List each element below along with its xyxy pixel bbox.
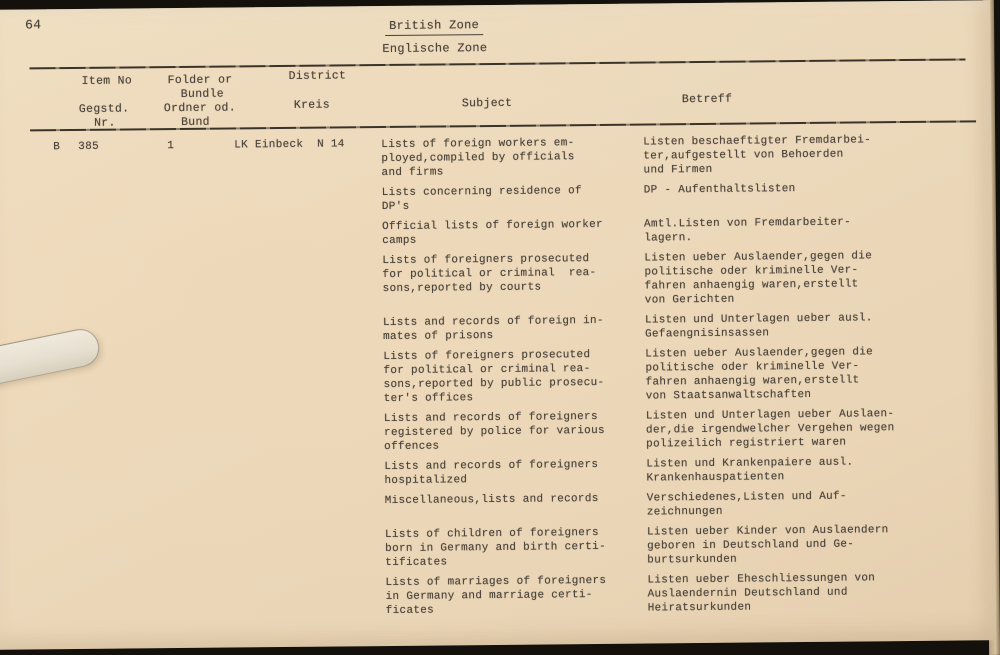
subject-cell: Lists and records of foreigners registered by police for various offences	[383, 410, 605, 454]
column-header-item-no-de-line1: Gegstd.	[78, 102, 130, 116]
column-header-subject: Subject	[461, 96, 513, 111]
subject-cell: Lists and records of foreign in- mates of prisons	[382, 314, 604, 344]
subject-cell: Lists of foreigners prosecuted for political or criminal rea- sons,reported by courts	[382, 253, 597, 296]
subject-cell: Official lists of foreign worker camps	[381, 218, 603, 248]
column-header-folder-en-line2: Bundle	[180, 87, 225, 101]
subject-cell: Miscellaneous,lists and records	[384, 492, 599, 508]
subject-cell: Lists of marriages of foreigners in Germany and marriage certi- ficates	[385, 574, 607, 618]
table-row	[385, 570, 985, 618]
subject-cell: Lists of foreigners prosecuted for political or criminal rea- sons,reported by public prosecu- ter's offices	[383, 349, 605, 406]
table-row	[383, 310, 983, 344]
column-header-folder-de-line1: Ordner od.	[163, 101, 236, 116]
page-number: 64	[25, 17, 42, 33]
betreff-cell: Listen ueber Auslaender,gegen die politische oder kriminelle Ver- fahren anhaengig waren,erstellt von Staatsanwaltschaften	[645, 346, 874, 403]
page-holder-object	[0, 326, 103, 394]
betreff-cell: Listen und Unterlagen ueber ausl. Gefaengnisinsassen	[644, 312, 873, 341]
table-row	[384, 454, 984, 488]
betreff-cell: Listen und Unterlagen ueber Auslaen- der,die irgendwelcher Vergehen wegen polizeilich registriert waren	[645, 408, 895, 451]
column-header-folder-en-line1: Folder or	[167, 73, 233, 88]
betreff-cell: Listen ueber Eheschliessungen von Auslaendernin Deutschland und Heiratsurkunden	[647, 572, 876, 615]
row-item-number: 385	[78, 140, 100, 153]
column-header-folder-de-line2: Bund	[180, 115, 210, 129]
betreff-cell: Listen und Krankenpaiere ausl. Krankenhauspatienten	[646, 456, 854, 485]
subject-cell: Lists of children of foreigners born in Germany and birth certi- tificates	[384, 526, 607, 570]
betreff-cell: Listen ueber Kinder von Auslaendern geboren in Deutschland und Ge- burtsurkunden	[646, 524, 889, 567]
table-top-rule	[30, 58, 966, 69]
subject-cell: Lists of foreign workers em- ployed,compiled by officials and firms	[381, 137, 575, 180]
column-header-district-en: District	[288, 69, 347, 83]
page-title-english: British Zone	[385, 18, 483, 36]
row-series-letter: B	[53, 141, 61, 154]
table-row	[383, 344, 984, 406]
subject-cell: Lists concerning residence of DP's	[381, 185, 582, 214]
column-header-item-no-en: Item No	[81, 74, 133, 88]
table-row	[382, 180, 982, 214]
page-title-german: Englische Zone	[382, 41, 488, 57]
entries	[381, 132, 986, 624]
row-folder-number: 1	[167, 140, 175, 153]
table-row	[382, 248, 983, 310]
table-row	[381, 132, 981, 180]
table-row	[385, 522, 985, 570]
column-header-district-de: Kreis	[293, 98, 330, 112]
column-header-item-no-de-line2: Nr.	[93, 116, 116, 130]
betreff-cell: Listen beschaeftigter Fremdarbei- ter,aufgestellt von Behoerden und Firmen	[643, 134, 872, 177]
table-row	[385, 488, 985, 522]
betreff-cell: DP - Aufenthaltslisten	[643, 183, 796, 197]
subject-cell: Lists and records of foreigners hospitalized	[384, 458, 599, 488]
betreff-cell: Verschiedenes,Listen und Auf- zeichnungen	[646, 490, 847, 519]
column-header-betreff: Betreff	[681, 92, 733, 107]
row-district: LK Einbeck N 14	[234, 138, 345, 152]
table-row	[382, 214, 982, 248]
betreff-cell: Amtl.Listen von Fremdarbeiter- lagern.	[643, 216, 852, 245]
betreff-cell: Listen ueber Auslaender,gegen die politische oder kriminelle Ver- fahren anhaengig waren,erstellt von Gerichten	[644, 250, 873, 307]
table-header-bottom-rule	[30, 120, 976, 131]
table-row	[384, 406, 984, 454]
